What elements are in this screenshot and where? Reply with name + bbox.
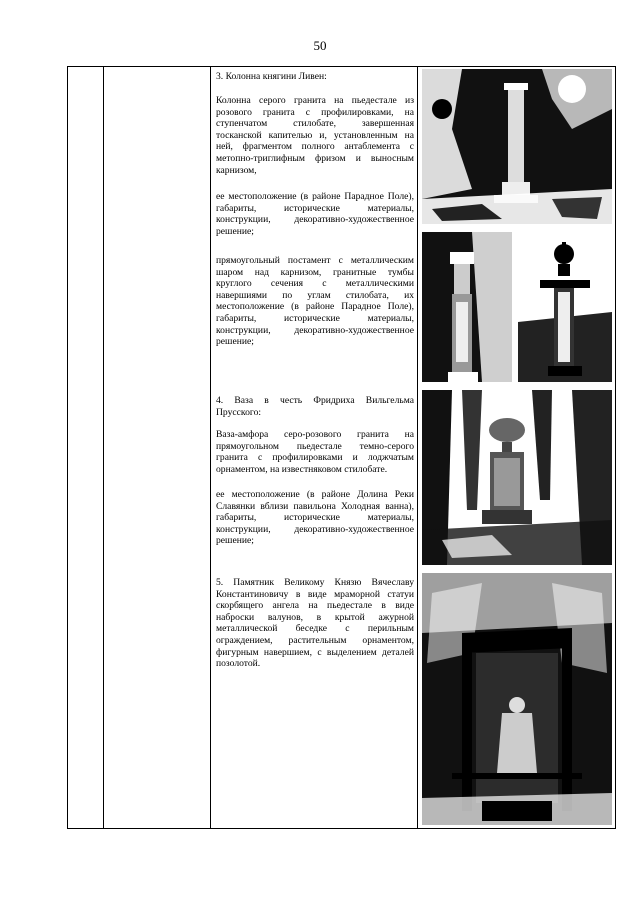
item-4-location: ее местоположение (в районе Долина Реки Славянки вблизи павильона Холодная ванна), габариты, исторические материалы, конструкции, декоративно-художественное решение;	[216, 489, 414, 547]
column-divider-3	[417, 67, 418, 828]
item-4-location-block	[216, 489, 414, 547]
item-3-description-block	[216, 95, 414, 176]
item-3-block	[216, 71, 414, 83]
monument-table	[67, 66, 616, 829]
item-4-title: 4. Ваза в честь Фридриха Вильгельма Прусского:	[216, 395, 414, 418]
item-4-description-block	[216, 429, 414, 475]
photo-vase-prussia	[422, 390, 612, 565]
item-4-description: Ваза-амфора серо-розового гранита на прямоугольном пьедестале темно-серого гранита с профилировками и лоджчатым орнаментом, на известняковом стилобате.	[216, 429, 414, 475]
item-4-block	[216, 395, 414, 418]
item-3-extra: прямоугольный постамент с металлическим шаром над карнизом, гранитные тумбы круглого сечения с металлическими навершиями по углам стилобата, их местоположение (в районе Парадное Поле), габариты, исторические материалы, конструкции, декоративно-художественное решение;	[216, 255, 414, 348]
photo-liven-column	[422, 69, 612, 224]
column-divider-1	[103, 67, 104, 828]
item-3-title: 3. Колонна княгини Ливен:	[216, 71, 327, 82]
item-5-description: 5. Памятник Великому Князю Вячеславу Константиновичу в виде мраморной статуи скорбящего ангела на пьедестале в виде наброски валунов, в крытой ажурной металлической беседке с перильным ограждением, растительным орнаментом, фигурным навершием, с выделением деталей позолотой.	[216, 577, 414, 670]
item-3-extra-block	[216, 255, 414, 348]
item-3-location-block	[216, 191, 414, 237]
column-divider-2	[210, 67, 211, 828]
item-3-location: ее местоположение (в районе Парадное Поле), габариты, исторические материалы, конструкции, декоративно-художественное решение;	[216, 191, 414, 237]
item-3-description: Колонна серого гранита на пьедестале из розового гранита с профилировками, на ступенчатом стилобате, завершенная тосканской капителью и, установленным на ней, фрагментом полного антаблемента с метопно-триглифным фризом и выносным карнизом,	[216, 95, 414, 176]
photo-pedestal-left	[422, 232, 512, 382]
photo-pedestal-right	[518, 232, 612, 382]
page-number: 50	[313, 38, 327, 53]
item-5-block	[216, 577, 414, 670]
photo-angel-pavilion	[422, 573, 612, 825]
